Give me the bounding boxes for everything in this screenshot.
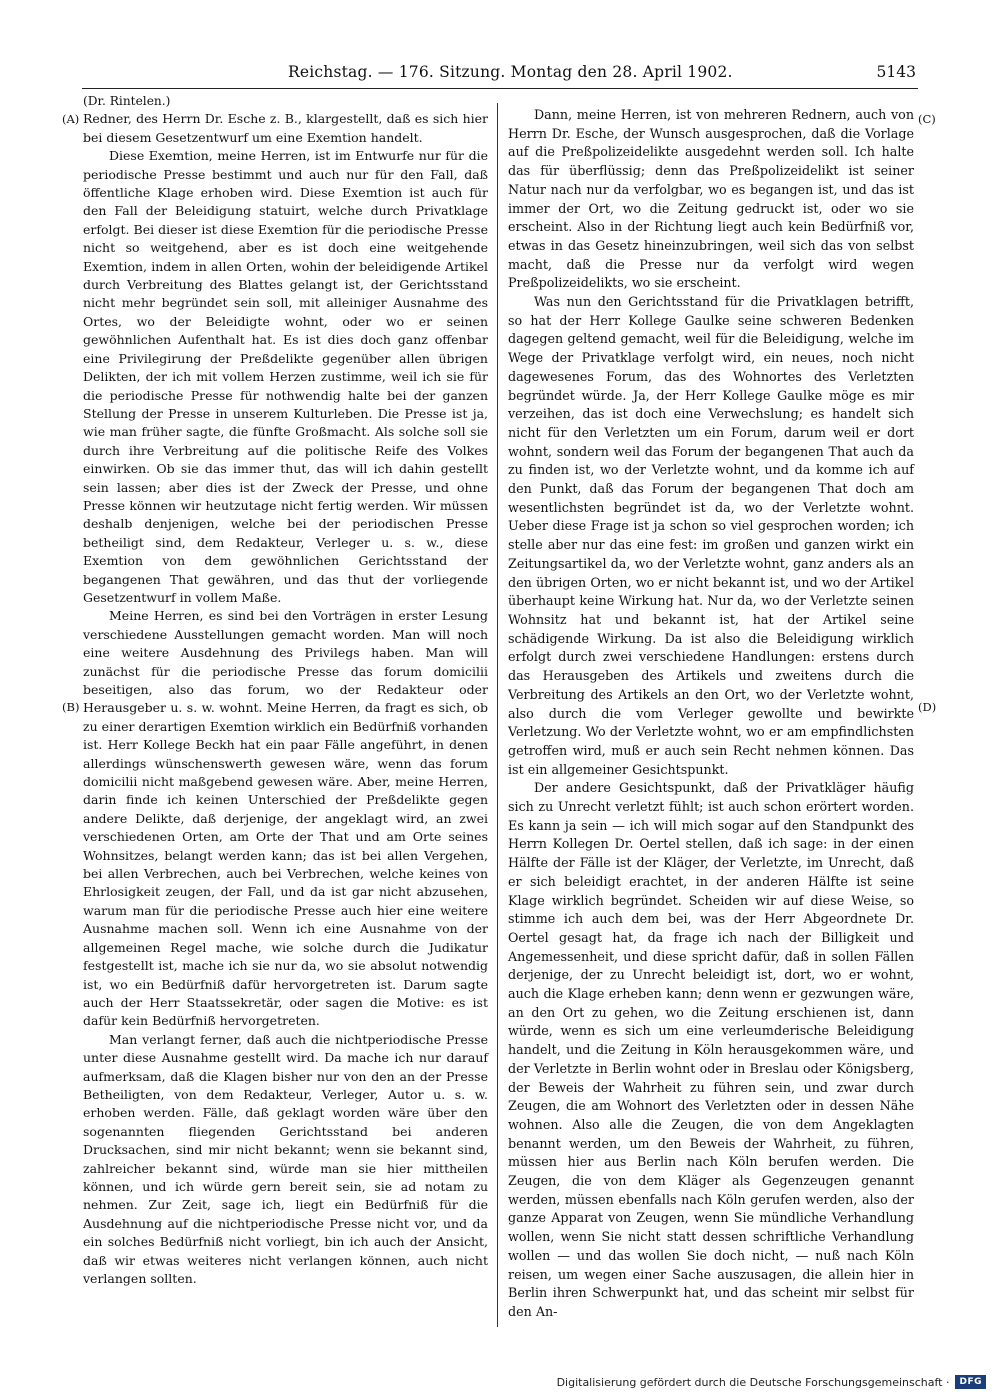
left-paragraph-2: Diese Exemtion, meine Herren, ist im Entwurfe nur für die periodische Presse bestimmt und auch nur für den Fall, daß öffentliche Klage erhoben wird. Diese Exemtion ist auch für den Fall der Beleidigung statuirt, welche durch Privatklage erfolgt. Bei dieser ist diese Exemtion für die periodische Presse nicht so weitgehend, aber es ist doch eine weitgehende Exemtion, indem in allen Orten, wohin der beleidigende Artikel durch Verbreitung des Blattes gelangt ist, der Gerichtsstand nicht mehr begründet sein soll, mit alleiniger Ausnahme des Ortes, wo der Beleidigte wohnt, oder wo er seinen gewöhnlichen Aufenthalt hat. Es ist dies doch ganz offenbar eine Privilegirung der Preßdelikte gegenüber allen übrigen Delikten, der ich mit vollem Herzen zustimme, weil ich sie für die periodische Presse für nothwendig halte bei der ganzen Stellung der Presse in unserem Kulturleben. Die Presse ist ja, wie man früher sagte, die fünfte Großmacht. Als solche soll sie durch ihre Verbreitung auf die politische Reife des Volkes einwirken. Ob sie das immer thut, das will ich dahin gestellt sein lassen; aber dies ist der Zweck der Presse, und ohne Presse können wir heutzutage nicht fertig werden. Wir müssen deshalb denjenigen, welche bei der periodischen Presse betheiligt sind, dem Redakteur, Verleger u. s. w., diese Exemtion von dem gewöhnlichen Gerichtsstand der begangenen That gewähren, und das thut der vorliegende Gesetzentwurf in vollem Maße. xyxy=(83,148,488,605)
digitization-footer xyxy=(557,1373,986,1391)
dfg-logo-icon: DFG xyxy=(955,1375,986,1389)
header-rule xyxy=(82,88,918,89)
margin-mark-b: (B) xyxy=(62,700,80,714)
right-paragraph-3: Der andere Gesichtspunkt, daß der Privatkläger häufig sich zu Unrecht verletzt fühlt; ist auch schon erörtert worden. Es kann ja sein — ich will mich sogar auf den Standpunkt des Herrn Kollegen Dr. Oertel stellen, daß ich sage: in der einen Hälfte der Fälle ist der Kläger, der Verletzte, im Unrecht, daß er sich beleidigt erachtet, in der anderen Hälfte ist seine Klage wirklich begründet. Scheiden wir auf diese Weise, so stimme ich auch dem bei, was der Herr Abgeordnete Dr. Oertel gesagt hat, da frage ich nach der Billigkeit und Angemessenheit, und diese spricht dafür, daß in sollen Fällen derjenige, der zu Unrecht beleidigt ist, dort, wo er wohnt, auch die Klage erheben kann; denn wenn er gezwungen wäre, an den Ort zu gehen, wo die Zeitung erschienen ist, dann würde, wenn es sich um eine verleumderische Beleidigung handelt, und die Zeitung in Köln herausgekommen wäre, und der Verletzte in Berlin wohnt oder in Breslau oder Königsberg, der Beweis der Wahrheit zu führen sein, und zwar durch Zeugen, die am Wohnort des Verletzten oder in dessen Nähe wohnen. Also alle die Zeugen, die von dem Angeklagten benannt werden, um den Beweis der Wahrheit, zu führen, müssen hier aus Berlin nach Köln berufen werden. Die Zeugen, die von dem Kläger als Gegenzeugen genannt werden, müssen ebenfalls nach Köln gerufen werden, also der ganze Apparat von Zeugen, wenn Sie mündliche Verhandlung wollen, wenn Sie nicht statt dessen schriftliche Verhandlung wollen — und das wollen Sie doch nicht, — nuß nach Köln reisen, um wegen einer Sache auszusagen, die allein hier in Berlin ihren Schwerpunkt hat, und das scheint mir selbst für den An- xyxy=(508,780,914,1319)
left-paragraph-4: Man verlangt ferner, daß auch die nichtperiodische Presse unter diese Ausnahme gestellt wird. Da mache ich nur darauf aufmerksam, daß die Klagen bisher nur von den an der Presse Betheiligten, von dem Redakteur, Verleger, Autor u. s. w. erhoben werden. Fälle, daß geklagt worden wäre über den sogenannten fliegenden Gerichtsstand bei anderen Drucksachen, sind mir nicht bekannt; wenn sie bekannt sind, zahlreicher bekannt sind, würde man sie hier mittheilen können, und ich würde gern bereit sein, sie ad notam zu nehmen. Zur Zeit, sage ich, liegt ein Bedürfniß für die Ausdehnung auf die nichtperiodische Presse nicht vor, und da ein solches Bedürfniß nicht vorliegt, bin ich auch der Ansicht, daß wir etwas weiteres nicht verlangen können, auch nicht verlangen sollten. xyxy=(83,1031,488,1286)
running-header xyxy=(118,63,916,87)
speaker-label: (Dr. Rintelen.) xyxy=(83,94,171,108)
page-number: 5143 xyxy=(876,63,916,81)
left-paragraph-3: Meine Herren, es sind bei den Vorträgen in erster Lesung verschiedene Ausstellungen gemacht worden. Man will noch eine weitere Ausdehnung des Privilegs haben. Man will zunächst für die periodische Presse das forum domicilii beseitigen, also das forum, wo der Redakteur oder Herausgeber u. s. w. wohnt. Meine Herren, da fragt es sich, ob zu einer derartigen Exemtion wirklich ein Bedürfniß vorhanden ist. Herr Kollege Beckh hat ein paar Fälle angeführt, in denen allerdings wünschenswerth gewesen wäre, wenn das forum domicilii nicht maßgebend gewesen wäre. Aber, meine Herren, darin finde ich keinen Unterschied der Preßdelikte gegen andere Delikte, daß derjenige, der angeklagt wird, an zwei verschiedenen Orten, am Orte der That und am Orte seines Wohnsitzes, belangt werden kann; das ist bei allen Vergehen, bei allen Verbrechen, auch bei Verbrechen, welche keines von Ehrlosigkeit zeugen, der Fall, und da ist gar nicht abzusehen, warum man für die periodische Presse auch hier eine weitere Ausnahme machen soll. Wenn ich eine Ausnahme von der allgemeinen Regel mache, wie solche durch die Judikatur festgestellt ist, mache ich sie nur da, wo sie absolut notwendig ist, wo ein Bedürfniß dafür hervorgetreten ist. Darum sagte auch der Herr Staatssekretär, oder sagen die Motive: es ist dafür kein Bedürfniß hervorgetreten. xyxy=(83,608,488,1029)
left-column xyxy=(83,92,488,1288)
right-paragraph-1: Dann, meine Herren, ist von mehreren Rednern, auch von Herrn Dr. Esche, der Wunsch ausgesprochen, daß die Vorlage auf die Preßpolizeidelikte ausgedehnt werden soll. Ich halte das für überflüssig; denn das Preßpolizeidelikt ist seiner Natur nach nur da verfolgbar, wo es begangen ist, und das ist immer der Ort, wo die Zeitung gedruckt ist, oder wo sie erscheint. Also in der Richtung liegt auch kein Bedürfniß vor, etwas in das Gesetz hineinzubringen, weil sich das von selbst macht, daß die Presse nur da verfolgt wird wegen Preßpolizeidelikts, wo sie erscheint. xyxy=(508,107,914,291)
footer-credit: Digitalisierung gefördert durch die Deutsche Forschungsgemeinschaft · xyxy=(556,1375,950,1389)
margin-mark-d: (D) xyxy=(918,700,937,714)
left-paragraph-1: Redner, des Herrn Dr. Esche z. B., klargestellt, daß es sich hier bei diesem Gesetzentwurf um eine Exemtion handelt. xyxy=(83,111,488,145)
column-divider xyxy=(497,103,498,1327)
margin-mark-a: (A) xyxy=(62,112,80,126)
header-title: Reichstag. — 176. Sitzung. Montag den 28. April 1902. xyxy=(288,63,733,81)
right-column xyxy=(508,106,914,1322)
margin-mark-c: (C) xyxy=(918,112,936,126)
right-paragraph-2: Was nun den Gerichtsstand für die Privatklagen betrifft, so hat der Herr Kollege Gaulke seine schweren Bedenken dagegen geltend gemacht, weil für die Beleidigung, welche im Wege der Privatklage verfolgt wird, ein neues, noch nicht dagewesenes Forum, das des Wohnortes des Verletzten begründet würde. Ja, der Herr Kollege Gaulke möge es mir verzeihen, das ist doch eine Verwechslung; es handelt sich nicht für den Verletzten um ein Forum, darum weil er dort wohnt, sondern weil das Forum der begangenen That auch da zu finden ist, wo der Verletzte wohnt, und da komme ich auf den Punkt, daß das Forum der begangenen That doch am wesentlichsten begründet ist da, wo der Verletzte wohnt. Ueber diese Frage ist ja schon so viel gesprochen worden; ich stelle aber nur das eine fest: im großen und ganzen wirkt ein Zeitungsartikel da, wo der Verletzte wohnt, ganz anders als an den übrigen Orten, wo er nicht bekannt ist, und wo der Artikel überhaupt keine Wirkung hat. Nur da, wo der Verletzte seinen Wohnsitz hat und bekannt ist, hat der Artikel seine schädigende Wirkung. Da ist also die Beleidigung wirklich erfolgt durch zwei verschiedene Handlungen: erstens durch das Herausgeben des Artikels und zweitens durch die Verbreitung des Artikels an den Ort, wo der Verletzte wohnt, also durch die vom Verleger gewollte und bewirkte Verletzung. Wo der Verletzte wohnt, wo er am empfindlichsten getroffen wird, muß er auch sein Recht nehmen können. Das ist ein allgemeiner Gesichtspunkt. xyxy=(508,294,914,777)
